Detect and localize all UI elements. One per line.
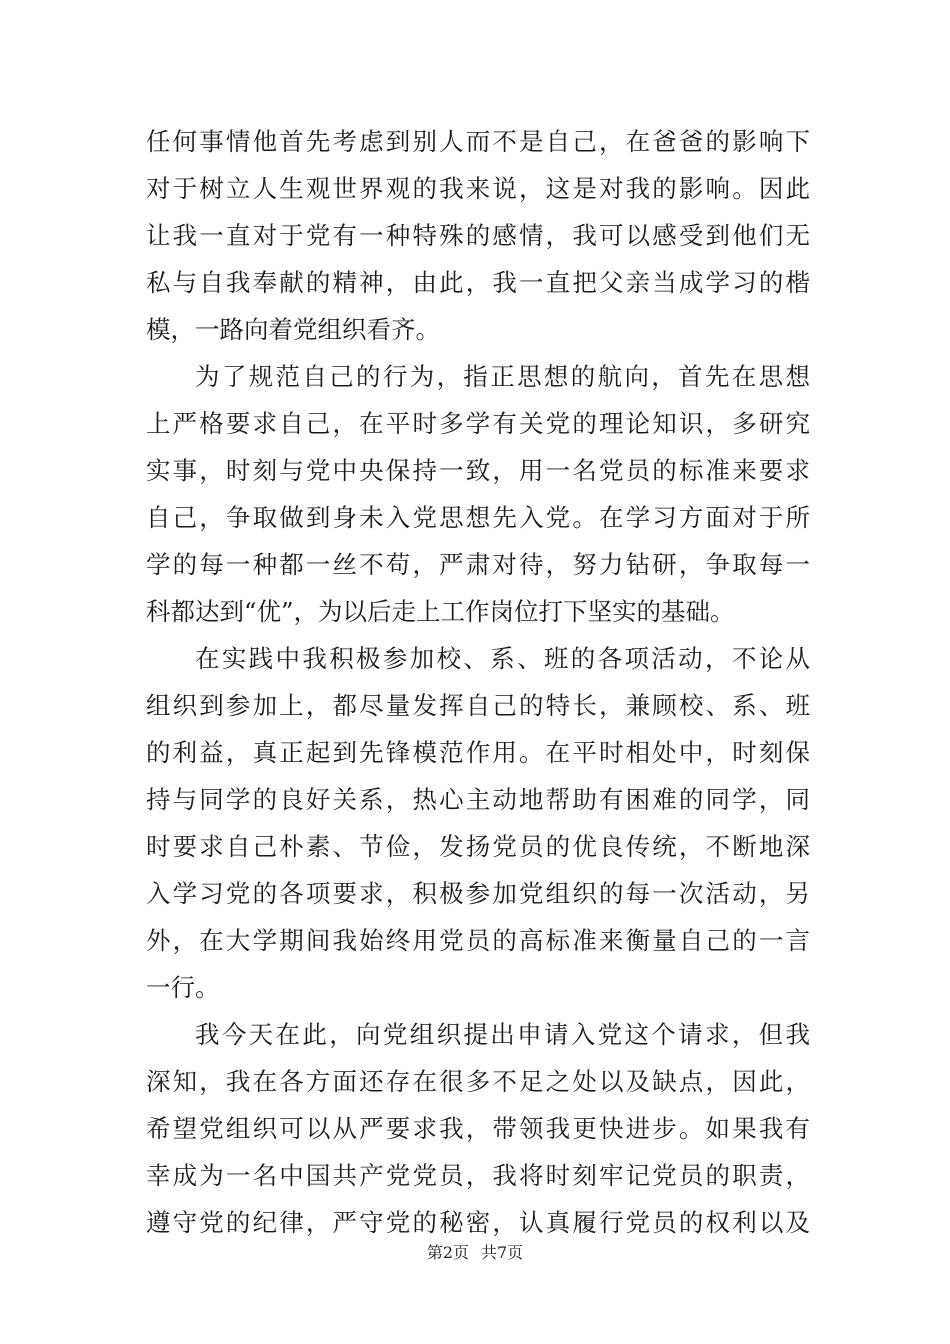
text-line: 科都达到“优”，为以后走上工作岗位打下坚实的基础。 <box>146 597 735 626</box>
text-line: 模，一路向着党组织看齐。 <box>146 315 440 344</box>
text-line: 入学习党的各项要求，积极参加党组织的每一次活动，另 <box>146 879 810 908</box>
text-line: 时要求自己朴素、节俭，发扬党员的优良传统，不断地深 <box>146 832 810 861</box>
text-line: 任何事情他首先考虑到别人而不是自己，在爸爸的影响下 <box>146 127 810 156</box>
document-body <box>146 118 810 1246</box>
text-line: 幸成为一名中国共产党党员，我将时刻牢记党员的职责， <box>146 1161 810 1190</box>
text-line: 持与同学的良好关系，热心主动地帮助有困难的同学，同 <box>146 785 810 814</box>
text-line: 实事，时刻与党中央保持一致，用一名党员的标准来要求 <box>146 456 810 485</box>
paragraph-first-line: 为了规范自己的行为，指正思想的航向，首先在思想 <box>195 362 810 391</box>
paragraph-first-line: 在实践中我积极参加校、系、班的各项活动，不论从 <box>195 644 810 673</box>
text-line: 外，在大学期间我始终用党员的高标准来衡量自己的一言 <box>146 926 810 955</box>
text-line: 希望党组织可以从严要求我，带领我更快进步。如果我有 <box>146 1114 810 1143</box>
page-number-total: 共7页 <box>481 1243 524 1262</box>
text-line: 上严格要求自己，在平时多学有关党的理论知识，多研究 <box>146 409 810 438</box>
text-line: 自己，争取做到身未入党思想先入党。在学习方面对于所 <box>146 503 810 532</box>
text-line: 深知，我在各方面还存在很多不足之处以及缺点，因此， <box>146 1067 810 1096</box>
text-line: 让我一直对于党有一种特殊的感情，我可以感受到他们无 <box>146 221 810 250</box>
text-line: 私与自我奉献的精神，由此，我一直把父亲当成学习的楷 <box>146 268 810 297</box>
page-footer <box>0 1243 950 1263</box>
text-line: 一行。 <box>146 973 220 1002</box>
text-line: 的利益，真正起到先锋模范作用。在平时相处中，时刻保 <box>146 738 810 767</box>
paragraph-first-line: 我今天在此，向党组织提出申请入党这个请求，但我 <box>195 1020 810 1049</box>
text-line: 遵守党的纪律，严守党的秘密，认真履行党员的权利以及 <box>146 1208 810 1237</box>
text-line: 学的每一种都一丝不苟，严肃对待，努力钻研，争取每一 <box>146 550 810 579</box>
text-line: 对于树立人生观世界观的我来说，这是对我的影响。因此 <box>146 174 810 203</box>
page-number-current: 第2页 <box>426 1243 469 1262</box>
text-line: 组织到参加上，都尽量发挥自己的特长，兼顾校、系、班 <box>146 691 810 720</box>
